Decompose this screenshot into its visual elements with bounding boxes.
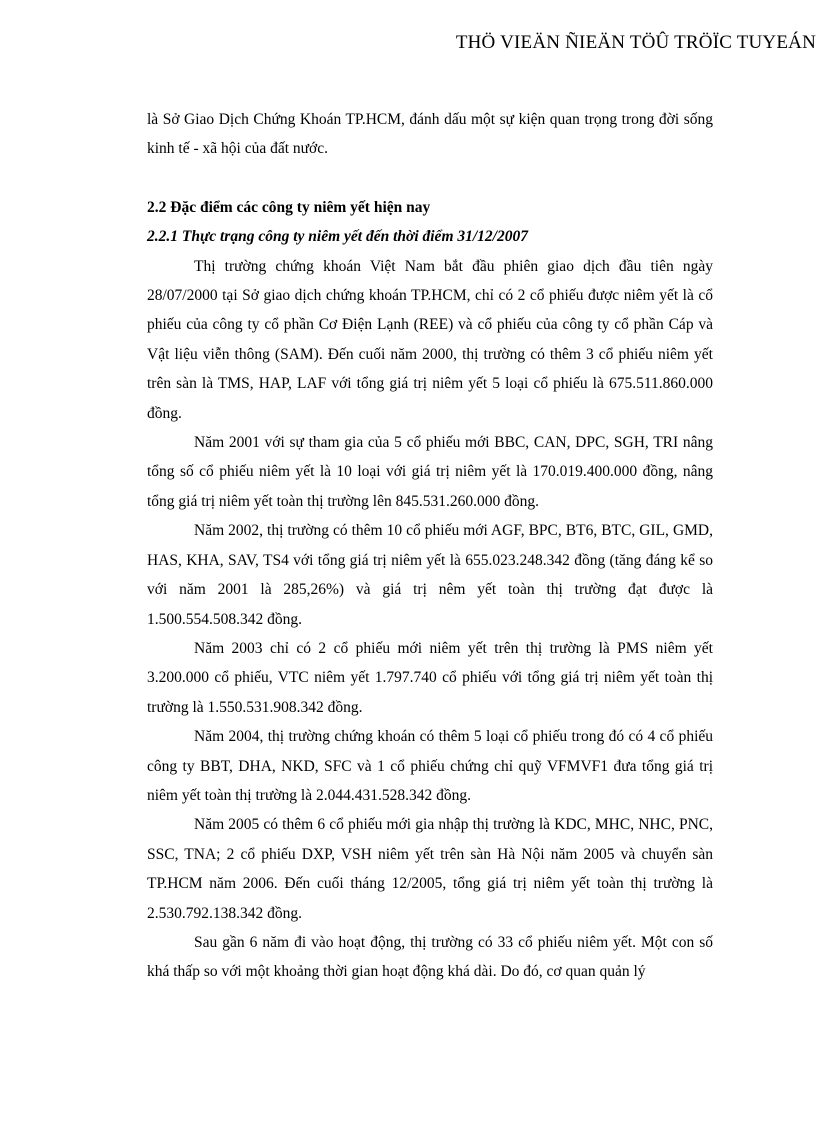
paragraph-2000: Thị trường chứng khoán Việt Nam bắt đầu phiên giao dịch đầu tiên ngày 28/07/2000 tại Sở giao dịch chứng khoán TP.HCM, chỉ có 2 cổ phiếu được niêm yết là cổ phiếu của công ty cổ phần Cơ Điện Lạnh (REE) và cổ phiếu của công ty cổ phần Cáp và Vật liệu viễn thông (SAM). Đến cuối năm 2000, thị trường có thêm 3 cổ phiếu niêm yết trên sàn là TMS, HAP, LAF với tổng giá trị niêm yết 5 loại cổ phiếu là 675.511.860.000 đồng.	[147, 257, 713, 422]
paragraph-2003: Năm 2003 chỉ có 2 cổ phiếu mới niêm yết trên thị trường là PMS niêm yết 3.200.000 cổ phiếu, VTC niêm yết 1.797.740 cổ phiếu với tổng giá trị niêm yết toàn thị trường là 1.550.531.908.342 đồng.	[147, 639, 713, 716]
subsection-heading: 2.2.1 Thực trạng công ty niêm yết đến thời điểm 31/12/2007	[147, 228, 528, 246]
spacer	[147, 164, 713, 193]
paragraph-2001: Năm 2001 với sự tham gia của 5 cổ phiếu mới BBC, CAN, DPC, SGH, TRI nâng tổng số cổ phiếu niêm yết là 10 loại với giá trị niêm yết là 170.019.400.000 đồng, nâng tổng giá trị niêm yết toàn thị trường lên 845.531.260.000 đồng.	[147, 434, 713, 510]
section-heading: 2.2 Đặc điểm các công ty niêm yết hiện nay	[147, 198, 431, 216]
paragraph-2004: Năm 2004, thị trường chứng khoán có thêm 5 loại cổ phiếu trong đó có 4 cổ phiếu công ty BBT, DHA, NKD, SFC và 1 cổ phiếu chứng chỉ quỹ VFMVF1 đưa tổng giá trị niêm yết toàn thị trường là 2.044.431.528.342 đồng.	[147, 728, 713, 804]
intro-paragraph: là Sở Giao Dịch Chứng Khoán TP.HCM, đánh dấu một sự kiện quan trọng trong đời sống kinh tế - xã hội của đất nước.	[147, 111, 713, 158]
running-header: THÖ VIEÄN ÑIEÄN TÖÛ TRÖÏC TUYEÁN	[455, 32, 816, 53]
paragraph-2005: Năm 2005 có thêm 6 cổ phiếu mới gia nhập thị trường là KDC, MHC, NHC, PNC, SSC, TNA; 2 cổ phiếu DXP, VSH niêm yết trên sàn Hà Nội năm 2005 và chuyển sàn TP.HCM năm 2006. Đến cuối tháng 12/2005, tổng giá trị niêm yết toàn thị trường là 2.530.792.138.342 đồng.	[147, 816, 713, 922]
document-body	[147, 105, 713, 987]
paragraph-summary: Sau gần 6 năm đi vào hoạt động, thị trường có 33 cổ phiếu niêm yết. Một con số khá thấp so với một khoảng thời gian hoạt động khá dài. Do đó, cơ quan quản lý	[147, 933, 713, 981]
paragraph-2002: Năm 2002, thị trường có thêm 10 cổ phiếu mới AGF, BPC, BT6, BTC, GIL, GMD, HAS, KHA, SAV, TS4 với tổng giá trị niêm yết là 655.023.248.342 đồng (tăng đáng kể so với năm 2001 là 285,26%) và giá trị nêm yết toàn thị trường đạt được là 1.500.554.508.342 đồng.	[147, 522, 713, 628]
